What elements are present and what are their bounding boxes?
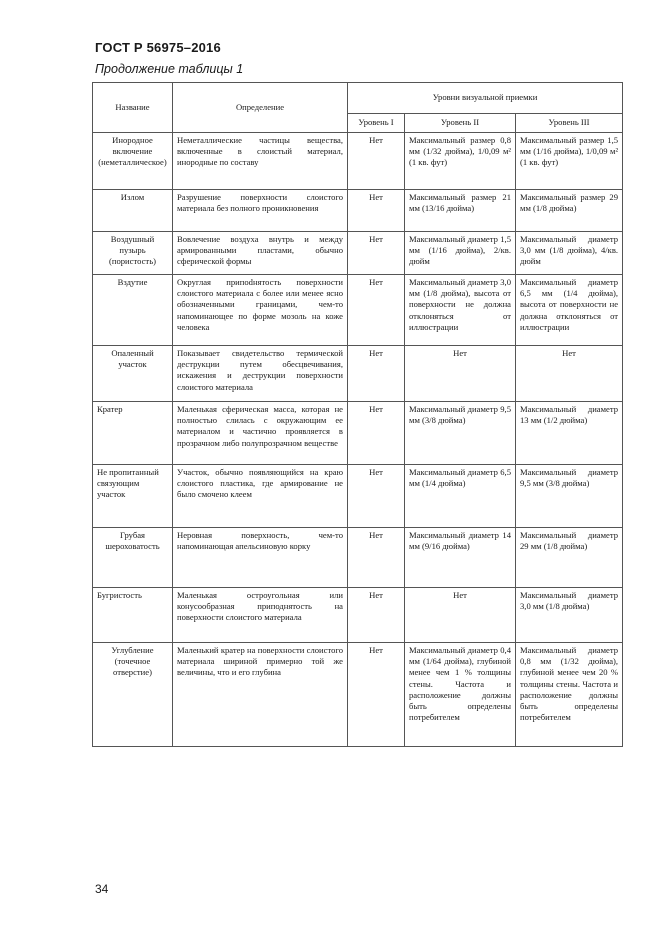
row-level-3: Максимальный размер 1,5 мм (1/16 дюйма), 1/0,09 м² (1 кв. фут) [516,133,623,190]
row-level-2: Максимальный диаметр 1,5 мм (1/16 дюйма), 2/кв. дюйм [405,232,516,275]
header-level-2: Уровень II [405,114,516,133]
row-definition: Неровная поверхность, чем-то напоминающая апельсиновую корку [173,528,348,588]
row-level-1: Нет [348,346,405,402]
row-definition: Маленькая сферическая масса, которая не полностью слилась с окружающим ее материалом и частично проявляется в прозрачном либо полупрозрачном веществе [173,402,348,465]
row-name: Не пропитанный связующим участок [93,465,173,528]
table-row [93,465,623,528]
standard-number: ГОСТ Р 56975–2016 [95,40,221,55]
row-definition: Неметаллические частицы вещества, включенные в слоистый материал, инородные по составу [173,133,348,190]
row-name: Углубление (точечное отверстие) [93,643,173,747]
table-row [93,232,623,275]
table-continuation-caption: Продолжение таблицы 1 [95,62,244,76]
header-acceptance-levels: Уровни визуальной приемки [348,83,623,114]
row-level-1: Нет [348,232,405,275]
table-row [93,402,623,465]
row-definition: Округлая припodнятость поверхности слоистого материала с более или менее ясно обозначенными границами, чем-то напоминающее по форме мозоль на коже человека [173,275,348,346]
row-level-2: Максимальный размер 21 мм (13/16 дюйма) [405,190,516,232]
header-level-1: Уровень I [348,114,405,133]
row-definition: Маленькая остроугольная или конусообразная приподнятость на поверхности слоистого материала [173,588,348,643]
row-level-3: Максимальный диаметр 3,0 мм (1/8 дюйма) [516,588,623,643]
row-level-2: Нет [405,346,516,402]
row-definition: Участок, обычно появляющийся на краю слоистого пластика, где армирование не было смочено клеем [173,465,348,528]
table-row [93,643,623,747]
row-level-3: Максимальный диаметр 13 мм (1/2 дюйма) [516,402,623,465]
row-level-2: Максимальный диаметр 3,0 мм (1/8 дюйма), высота от поверхности не должна отклоняться от иллюстрации [405,275,516,346]
row-definition: Разрушение поверхности слоистого материала без полного проникновения [173,190,348,232]
row-level-3: Максимальный диаметр 9,5 мм (3/8 дюйма) [516,465,623,528]
row-definition: Показывает свидетельство термической деструкции путем обесцвечивания, искажения и деструкции поверхности слоистого материала [173,346,348,402]
row-level-1: Нет [348,190,405,232]
row-level-3: Нет [516,346,623,402]
header-level-3: Уровень III [516,114,623,133]
row-level-2: Максимальный размер 0,8 мм (1/32 дюйма), 1/0,09 м² (1 кв. фут) [405,133,516,190]
row-level-3: Максимальный диаметр 0,8 мм (1/32 дюйма), глубиной менее чем 20 % толщины стены. Частота и расположение должны быть определены потребителем [516,643,623,747]
row-level-2: Максимальный диаметр 14 мм (9/16 дюйма) [405,528,516,588]
row-level-1: Нет [348,588,405,643]
row-level-1: Нет [348,275,405,346]
row-level-1: Нет [348,528,405,588]
row-name: Излом [93,190,173,232]
row-level-2: Максимальный диаметр 6,5 мм (1/4 дюйма) [405,465,516,528]
row-level-2: Максимальный диаметр 9,5 мм (3/8 дюйма) [405,402,516,465]
row-name: Инородное включение (неметаллическое) [93,133,173,190]
row-level-2: Максимальный диаметр 0,4 мм (1/64 дюйма), глубиной менее чем 1 % толщины стены. Частота и расположение должны быть определены потребителем [405,643,516,747]
row-level-3: Максимальный диаметр 6,5 мм (1/4 дюйма), высота от поверхности не должна отклоняться от иллюстрации [516,275,623,346]
row-name: Вздутие [93,275,173,346]
row-level-1: Нет [348,643,405,747]
row-name: Грубая шероховатость [93,528,173,588]
table-row [93,588,623,643]
table-row [93,528,623,588]
header-name: Название [93,83,173,133]
row-name: Бугристость [93,588,173,643]
row-level-3: Максимальный диаметр 3,0 мм (1/8 дюйма), 4/кв. дюйм [516,232,623,275]
row-name: Воздушный пузырь (пористость) [93,232,173,275]
defects-table [92,82,623,747]
row-name: Кратер [93,402,173,465]
table-row [93,346,623,402]
row-level-1: Нет [348,133,405,190]
table-row [93,133,623,190]
row-name: Опаленный участок [93,346,173,402]
row-level-3: Максимальный размер 29 мм (1/8 дюйма) [516,190,623,232]
row-level-1: Нет [348,402,405,465]
table-row [93,190,623,232]
page-number: 34 [95,882,109,896]
row-level-1: Нет [348,465,405,528]
row-level-2: Нет [405,588,516,643]
header-definition: Определение [173,83,348,133]
row-definition: Маленький кратер на поверхности слоистого материала шириной примерно той же величины, что и его глубина [173,643,348,747]
row-definition: Вовлечение воздуха внутрь и между армированными пластами, обычно сферической формы [173,232,348,275]
row-level-3: Максимальный диаметр 29 мм (1/8 дюйма) [516,528,623,588]
table-row [93,275,623,346]
